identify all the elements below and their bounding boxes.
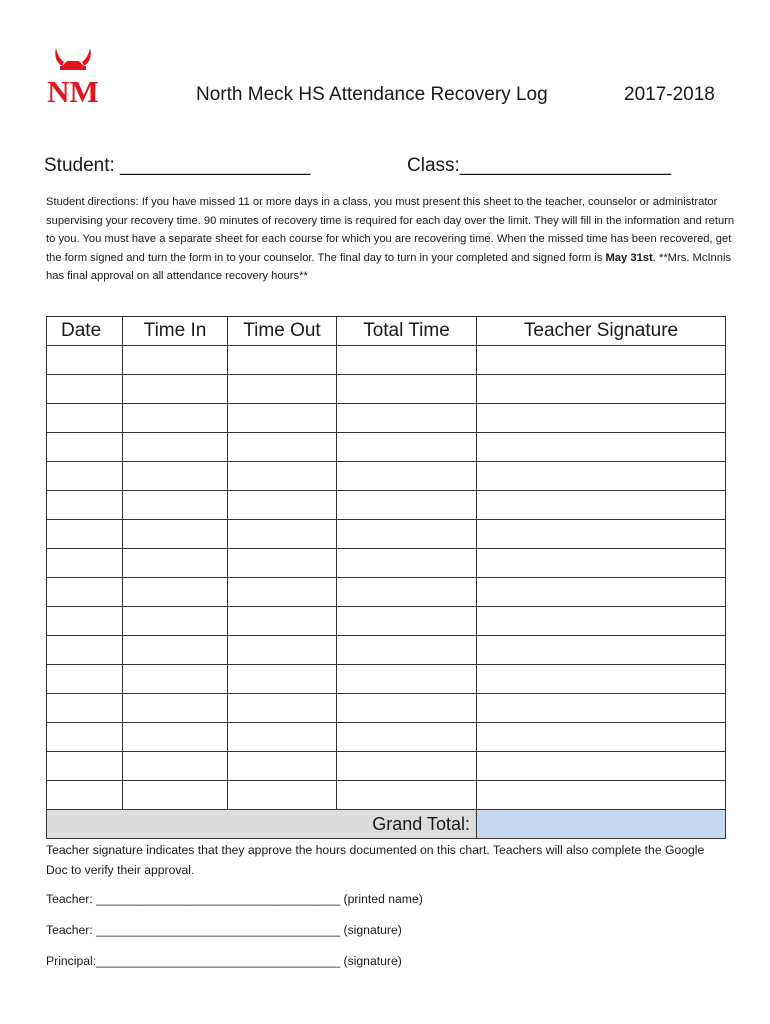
date-cell[interactable] xyxy=(47,491,123,520)
table-row xyxy=(47,346,726,375)
time-in-cell[interactable] xyxy=(123,491,228,520)
approval-note: Teacher signature indicates that they approve the hours documented on this chart. Teachers will also complete the Google Doc to verify their approval. xyxy=(46,843,705,877)
date-cell[interactable] xyxy=(47,549,123,578)
date-cell[interactable] xyxy=(47,433,123,462)
teacher-signature-cell[interactable] xyxy=(477,607,726,636)
teacher-signature-cell[interactable] xyxy=(477,636,726,665)
total-time-cell[interactable] xyxy=(337,665,477,694)
time-out-cell[interactable] xyxy=(228,346,337,375)
teacher-signature-cell[interactable] xyxy=(477,491,726,520)
total-time-cell[interactable] xyxy=(337,781,477,810)
teacher-signature-cell[interactable] xyxy=(477,723,726,752)
date-cell[interactable] xyxy=(47,723,123,752)
time-out-cell[interactable] xyxy=(228,549,337,578)
teacher-signature-line[interactable]: Teacher: ____________________________________ (signature) xyxy=(46,923,402,937)
time-in-cell[interactable] xyxy=(123,578,228,607)
date-cell[interactable] xyxy=(47,752,123,781)
table-row xyxy=(47,491,726,520)
teacher-signature-cell[interactable] xyxy=(477,520,726,549)
directions-text-2: . **Mrs. McInnis has final approval on all attendance recovery hours** xyxy=(46,251,732,283)
date-cell[interactable] xyxy=(47,462,123,491)
time-in-cell[interactable] xyxy=(123,404,228,433)
time-out-cell[interactable] xyxy=(228,665,337,694)
date-cell[interactable] xyxy=(47,578,123,607)
time-out-cell[interactable] xyxy=(228,491,337,520)
date-cell[interactable] xyxy=(47,520,123,549)
time-in-cell[interactable] xyxy=(123,694,228,723)
column-header-teacher-signature: Teacher Signature xyxy=(477,317,726,346)
time-out-cell[interactable] xyxy=(228,520,337,549)
time-in-cell[interactable] xyxy=(123,433,228,462)
total-time-cell[interactable] xyxy=(337,375,477,404)
teacher-signature-cell[interactable] xyxy=(477,752,726,781)
date-cell[interactable] xyxy=(47,375,123,404)
time-in-cell[interactable] xyxy=(123,462,228,491)
time-in-cell[interactable] xyxy=(123,752,228,781)
time-out-cell[interactable] xyxy=(228,723,337,752)
student-directions xyxy=(46,193,736,286)
school-logo xyxy=(42,44,104,106)
time-out-cell[interactable] xyxy=(228,781,337,810)
teacher-printed-name-line[interactable]: Teacher: ____________________________________ (printed name) xyxy=(46,892,423,906)
date-cell[interactable] xyxy=(47,404,123,433)
total-time-cell[interactable] xyxy=(337,433,477,462)
teacher-signature-cell[interactable] xyxy=(477,781,726,810)
teacher-signature-cell[interactable] xyxy=(477,404,726,433)
teacher-signature-cell[interactable] xyxy=(477,694,726,723)
date-cell[interactable] xyxy=(47,636,123,665)
table-row xyxy=(47,549,726,578)
total-time-cell[interactable] xyxy=(337,636,477,665)
total-time-cell[interactable] xyxy=(337,346,477,375)
total-time-cell[interactable] xyxy=(337,607,477,636)
total-time-cell[interactable] xyxy=(337,723,477,752)
date-cell[interactable] xyxy=(47,694,123,723)
table-row xyxy=(47,636,726,665)
total-time-cell[interactable] xyxy=(337,462,477,491)
table-row xyxy=(47,694,726,723)
time-in-cell[interactable] xyxy=(123,346,228,375)
time-in-cell[interactable] xyxy=(123,636,228,665)
table-row xyxy=(47,723,726,752)
recovery-log-table xyxy=(46,316,726,839)
total-time-cell[interactable] xyxy=(337,520,477,549)
grand-total-row xyxy=(47,810,726,839)
teacher-signature-cell[interactable] xyxy=(477,549,726,578)
table-row xyxy=(47,607,726,636)
time-in-cell[interactable] xyxy=(123,665,228,694)
table-row xyxy=(47,665,726,694)
table-row xyxy=(47,520,726,549)
total-time-cell[interactable] xyxy=(337,752,477,781)
class-field[interactable]: Class:____________________ xyxy=(407,155,672,176)
table-row xyxy=(47,781,726,810)
table-row xyxy=(47,752,726,781)
table-row xyxy=(47,375,726,404)
column-header-total-time: Total Time xyxy=(337,317,477,346)
teacher-signature-cell[interactable] xyxy=(477,433,726,462)
time-out-cell[interactable] xyxy=(228,578,337,607)
time-out-cell[interactable] xyxy=(228,607,337,636)
total-time-cell[interactable] xyxy=(337,404,477,433)
column-header-date: Date xyxy=(47,317,123,346)
time-out-cell[interactable] xyxy=(228,433,337,462)
table-row xyxy=(47,404,726,433)
total-time-cell[interactable] xyxy=(337,578,477,607)
time-out-cell[interactable] xyxy=(228,636,337,665)
time-out-cell[interactable] xyxy=(228,375,337,404)
total-time-cell[interactable] xyxy=(337,549,477,578)
date-cell[interactable] xyxy=(47,607,123,636)
table-row xyxy=(47,578,726,607)
total-time-cell[interactable] xyxy=(337,491,477,520)
school-year: 2017-2018 xyxy=(624,84,715,105)
time-out-cell[interactable] xyxy=(228,752,337,781)
date-cell[interactable] xyxy=(47,346,123,375)
date-cell[interactable] xyxy=(47,665,123,694)
teacher-signature-cell[interactable] xyxy=(477,346,726,375)
grand-total-value-cell[interactable] xyxy=(477,810,726,839)
student-field[interactable]: Student: __________________ xyxy=(44,155,311,176)
time-out-cell[interactable] xyxy=(228,404,337,433)
time-in-cell[interactable] xyxy=(123,520,228,549)
grand-total-label: Grand Total: xyxy=(47,810,477,839)
teacher-signature-cell[interactable] xyxy=(477,462,726,491)
logo-text: NM xyxy=(47,74,99,106)
directions-deadline: May 31st xyxy=(605,251,653,264)
time-in-cell[interactable] xyxy=(123,549,228,578)
teacher-signature-cell[interactable] xyxy=(477,375,726,404)
column-header-time-in: Time In xyxy=(123,317,228,346)
column-header-time-out: Time Out xyxy=(228,317,337,346)
table-header-row xyxy=(47,317,726,346)
time-out-cell[interactable] xyxy=(228,462,337,491)
teacher-signature-cell[interactable] xyxy=(477,578,726,607)
total-time-cell[interactable] xyxy=(337,694,477,723)
directions-text-1: Student directions: If you have missed 11 or more days in a class, you must present this sheet to the teacher, counselor or administrator supervising your recovery time. 90 minutes of recovery time is required for each day over the limit. They will fill in the information and return to you. You must have a separate sheet for each course for which you are recovering time. When the missed time has been recovered, get the form signed and turn the form in to your counselor. The final day to turn in your completed and signed form is xyxy=(46,196,735,264)
time-in-cell[interactable] xyxy=(123,607,228,636)
principal-signature-line[interactable]: Principal:____________________________________ (signature) xyxy=(46,954,402,968)
time-out-cell[interactable] xyxy=(228,694,337,723)
page-title: North Meck HS Attendance Recovery Log xyxy=(196,84,548,105)
date-cell[interactable] xyxy=(47,781,123,810)
time-in-cell[interactable] xyxy=(123,723,228,752)
table-row xyxy=(47,433,726,462)
teacher-signature-cell[interactable] xyxy=(477,665,726,694)
time-in-cell[interactable] xyxy=(123,375,228,404)
table-row xyxy=(47,462,726,491)
time-in-cell[interactable] xyxy=(123,781,228,810)
